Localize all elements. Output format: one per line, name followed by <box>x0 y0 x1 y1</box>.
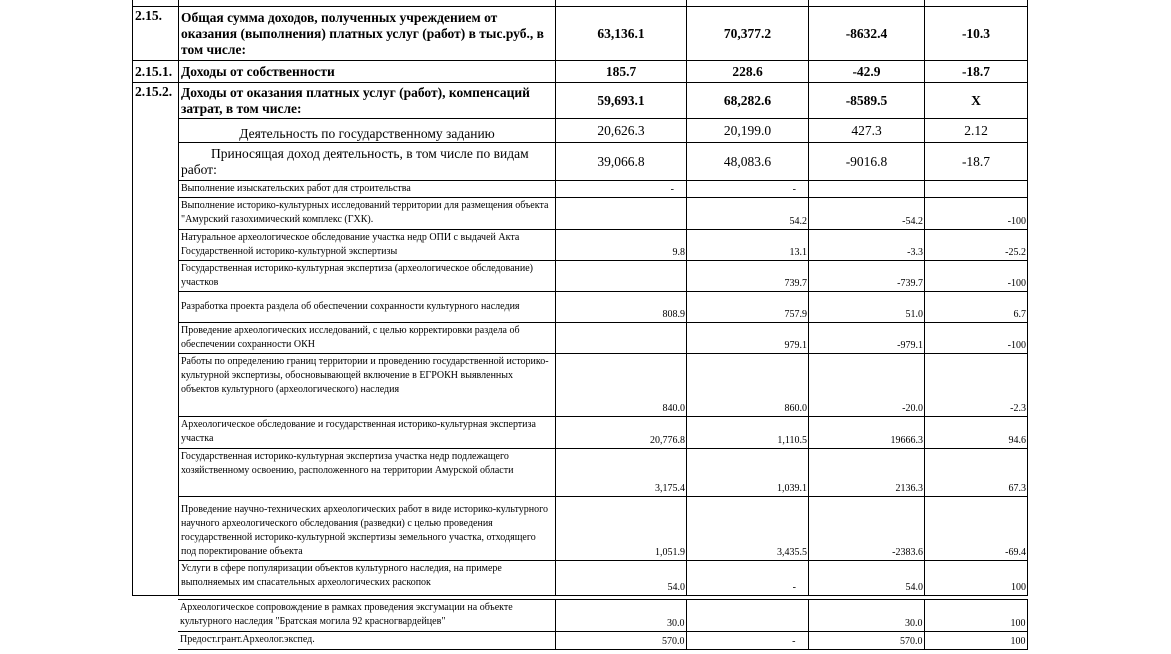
row-name: Приносящая доход деятельность, в том числе по видам работ: <box>179 143 556 181</box>
cell-value-4: 100 <box>924 632 1027 650</box>
table-row <box>133 354 1028 417</box>
cell-value-1: 30.0 <box>555 600 686 632</box>
table-row <box>133 323 1028 354</box>
row-name: Предост.грант.Археолог.экспед. <box>178 632 555 650</box>
cell-value-3: -2383.6 <box>809 497 925 561</box>
cell-value-4: 100 <box>924 600 1027 632</box>
cell-value-1: 808.9 <box>556 292 687 323</box>
row-name: Государственная историко-культурная экспертиза участка недр подлежащего хозяйственному освоению, расположенного на территории Амурской области <box>179 449 556 497</box>
cell-value-1: 840.0 <box>556 354 687 417</box>
income-table-tail <box>178 599 1028 650</box>
cell-value-2: 757.9 <box>687 292 809 323</box>
cell-value-4 <box>925 181 1028 198</box>
cell-value-3: 54.0 <box>809 561 925 596</box>
row-name: Общая сумма доходов, полученных учреждением от оказания (выполнения) платных услуг (работ) в тыс.руб., в том числе: <box>179 7 556 61</box>
cell-value-3 <box>809 181 925 198</box>
cell-value-2: 1,039.1 <box>687 449 809 497</box>
cell-value-3: -3.3 <box>809 230 925 261</box>
cell-value-3: -8632.4 <box>809 7 925 61</box>
cell-value-3: 19666.3 <box>809 417 925 449</box>
cell-value-4: -10.3 <box>925 7 1028 61</box>
cell-value-3: 2136.3 <box>809 449 925 497</box>
table-row <box>133 61 1028 83</box>
table-row <box>133 181 1028 198</box>
cell-value-4: 94.6 <box>925 417 1028 449</box>
cell-value-2: - <box>686 632 808 650</box>
cell-value-2: 739.7 <box>687 261 809 292</box>
row-name: Выполнение изыскательских работ для строительства <box>179 181 556 198</box>
row-code: 2.15. <box>133 7 179 61</box>
table-row <box>133 83 1028 119</box>
income-table <box>132 0 1028 596</box>
cell-value-4: 2.12 <box>925 119 1028 143</box>
cell-value-1: 3,175.4 <box>556 449 687 497</box>
cell-value-4: 67.3 <box>925 449 1028 497</box>
cell-value-3: -8589.5 <box>809 83 925 119</box>
table-row <box>133 230 1028 261</box>
cell-value-1: - <box>556 181 687 198</box>
cell-value-2: 70,377.2 <box>687 7 809 61</box>
row-name: Археологическое сопровождение в рамках проведения эксгумации на объекте культурного наследия "Братская могила 92 красногвардейцев" <box>178 600 555 632</box>
cell-value-3: 30.0 <box>808 600 924 632</box>
cell-value-2: 20,199.0 <box>687 119 809 143</box>
cell-value-2: 54.2 <box>687 198 809 230</box>
cell-value-1: 59,693.1 <box>556 83 687 119</box>
cell-value-3: -739.7 <box>809 261 925 292</box>
row-name: Археологическое обследование и государственная историко-культурная экспертиза участка <box>179 417 556 449</box>
table-row <box>133 449 1028 497</box>
cell-value-2: 1,110.5 <box>687 417 809 449</box>
cell-value-3: -20.0 <box>809 354 925 417</box>
cell-value-4: -100 <box>925 323 1028 354</box>
cell-value-3: 51.0 <box>809 292 925 323</box>
row-name: Доходы от собственности <box>179 61 556 83</box>
cell-value-3: -9016.8 <box>809 143 925 181</box>
cell-value-1 <box>556 261 687 292</box>
row-name: Проведение археологических исследований, с целью корректировки раздела об обеспечении сохранности ОКН <box>179 323 556 354</box>
cell-value-1: 570.0 <box>555 632 686 650</box>
table-row <box>133 261 1028 292</box>
cell-value-4: 6.7 <box>925 292 1028 323</box>
cell-value-2: 228.6 <box>687 61 809 83</box>
cell-value-1: 20,626.3 <box>556 119 687 143</box>
table-row <box>133 198 1028 230</box>
cell-value-4: -18.7 <box>925 61 1028 83</box>
cell-value-1 <box>556 323 687 354</box>
cell-value-3: -54.2 <box>809 198 925 230</box>
row-name: Разработка проекта раздела об обеспечении сохранности культурного наследия <box>179 292 556 323</box>
row-name: Выполнение историко-культурных исследований территории для размещения объекта "Амурский газохимический комплекс (ГХК). <box>179 198 556 230</box>
table-row <box>133 292 1028 323</box>
cell-value-4: -25.2 <box>925 230 1028 261</box>
cell-value-1: 63,136.1 <box>556 7 687 61</box>
cell-value-4: -2.3 <box>925 354 1028 417</box>
cell-value-2: 68,282.6 <box>687 83 809 119</box>
table-row <box>133 417 1028 449</box>
cell-value-4: X <box>925 83 1028 119</box>
row-name: Государственная историко-культурная экспертиза (археологическое обследование) участков <box>179 261 556 292</box>
cell-value-2: 979.1 <box>687 323 809 354</box>
cell-value-2 <box>686 600 808 632</box>
table-row <box>133 7 1028 61</box>
cell-value-4: 100 <box>925 561 1028 596</box>
row-name: Деятельность по государственному заданию <box>179 119 556 143</box>
cell-value-4: -100 <box>925 261 1028 292</box>
cell-value-2: 860.0 <box>687 354 809 417</box>
cell-value-1: 20,776.8 <box>556 417 687 449</box>
cell-value-3: -42.9 <box>809 61 925 83</box>
cell-value-3: 427.3 <box>809 119 925 143</box>
row-name: Работы по определению границ территории и проведению государственной историко-культурной экспертизы, обосновывающей включение в ЕГРОКН выявленных объектов культурного (археологического) наследия <box>179 354 556 417</box>
cell-value-1 <box>556 198 687 230</box>
cell-value-1: 9.8 <box>556 230 687 261</box>
cell-value-1: 39,066.8 <box>556 143 687 181</box>
cell-value-1: 54.0 <box>556 561 687 596</box>
table-row <box>133 143 1028 181</box>
row-code: 2.15.2. <box>133 83 179 596</box>
cell-value-2: - <box>687 181 809 198</box>
cell-value-2: 48,083.6 <box>687 143 809 181</box>
cell-value-2: 13.1 <box>687 230 809 261</box>
cell-value-3: -979.1 <box>809 323 925 354</box>
table-row <box>178 632 1027 650</box>
row-name: Проведение научно-технических археологических работ в виде историко-культурного научного археологического обследования (разведки) с целью проведения государственной историко-культурной экспертизы земельного участка, отходящего под поректирование объекта <box>179 497 556 561</box>
cell-value-2: 3,435.5 <box>687 497 809 561</box>
cell-value-1: 185.7 <box>556 61 687 83</box>
cell-value-4: -69.4 <box>925 497 1028 561</box>
cell-value-1: 1,051.9 <box>556 497 687 561</box>
row-name: Натуральное археологическое обследование участка недр ОПИ с выдачей Акта Государственной историко-культурной экспертизы <box>179 230 556 261</box>
table-row <box>133 119 1028 143</box>
cell-value-4: -18.7 <box>925 143 1028 181</box>
cell-value-3: 570.0 <box>808 632 924 650</box>
cell-value-4: -100 <box>925 198 1028 230</box>
table-row <box>178 600 1027 632</box>
row-code: 2.15.1. <box>133 61 179 83</box>
table-row <box>133 561 1028 596</box>
row-name: Доходы от оказания платных услуг (работ), компенсаций затрат, в том числе: <box>179 83 556 119</box>
table-row <box>133 497 1028 561</box>
row-name: Услуги в сфере популяризации объектов культурного наследия, на примере выполняемых им спасательных археологических раскопок <box>179 561 556 596</box>
cell-value-2: - <box>687 561 809 596</box>
